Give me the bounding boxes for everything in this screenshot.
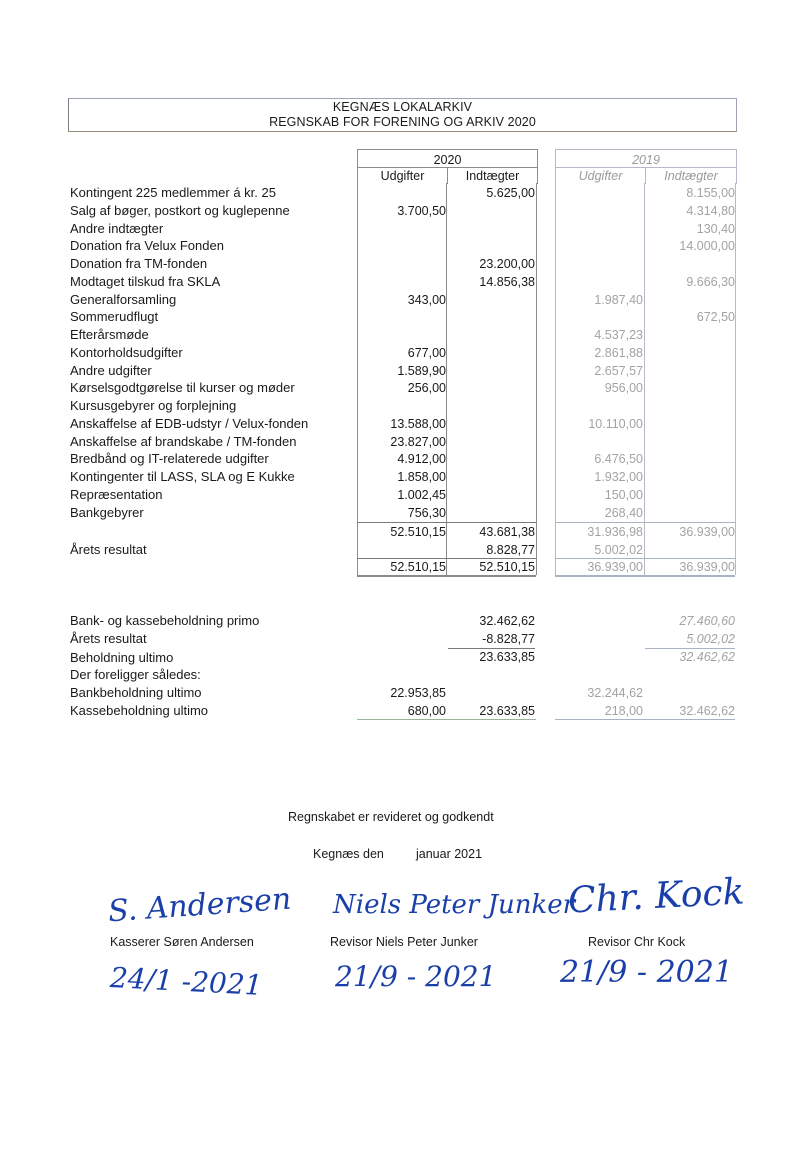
result-2020: 8.828,77 <box>486 543 535 557</box>
row-label: Donation fra Velux Fonden <box>70 238 224 253</box>
signer-andersen: Kasserer Søren Andersen <box>110 935 254 949</box>
year-2019: 2019 <box>632 153 660 167</box>
row-expenses-2020: 343,00 <box>407 293 446 307</box>
row-expenses-2020: 1.858,00 <box>397 470 446 484</box>
row-expenses-2020: 677,00 <box>407 346 446 360</box>
total-expenses-2020: 52.510,15 <box>390 525 446 539</box>
bank-ultimo-label: Bankbeholdning ultimo <box>70 685 202 700</box>
signer-junker: Revisor Niels Peter Junker <box>330 935 478 949</box>
header-2020 <box>357 149 538 184</box>
row-label: Anskaffelse af EDB-udstyr / Velux-fonden <box>70 416 309 431</box>
total-expenses-2019: 31.936,98 <box>587 525 643 539</box>
result-label: Årets resultat <box>70 542 147 557</box>
row-income-2020: 5.625,00 <box>486 186 535 200</box>
document-title <box>68 98 737 132</box>
row-expenses-2019: 1.932,00 <box>594 470 643 484</box>
bank-ultimo-2020: 22.953,85 <box>390 686 446 700</box>
row-expenses-2019: 1.987,40 <box>594 293 643 307</box>
row-expenses-2020: 256,00 <box>407 381 446 395</box>
row-expenses-2020: 1.589,90 <box>397 364 446 378</box>
row-expenses-2020: 756,30 <box>407 506 446 520</box>
row-label: Donation fra TM-fonden <box>70 256 208 271</box>
signature-andersen: S. Andersen <box>107 881 293 930</box>
balance-result-2019: 5.002,02 <box>686 632 735 646</box>
row-label: Efterårsmøde <box>70 327 149 342</box>
cash-total-2019: 32.462,62 <box>679 704 735 718</box>
row-income-2019: 672,50 <box>696 310 735 324</box>
row-label: Bankgebyrer <box>70 505 144 520</box>
title-line-2: REGNSKAB FOR FORENING OG ARKIV 2020 <box>269 115 536 129</box>
row-expenses-2019: 956,00 <box>604 381 643 395</box>
signature-kock: Chr. Kock <box>567 871 746 922</box>
row-income-2020: 14.856,38 <box>479 275 535 289</box>
title-line-1: KEGNÆS LOKALARKIV <box>332 100 473 114</box>
signer-kock: Revisor Chr Kock <box>588 935 686 949</box>
balance-primo-2019: 27.460,60 <box>679 614 735 628</box>
year-2020: 2020 <box>433 153 462 167</box>
row-expenses-2019: 2.657,57 <box>594 364 643 378</box>
row-expenses-2019: 150,00 <box>604 488 643 502</box>
row-label: Anskaffelse af brandskabe / TM-fonden <box>70 434 297 449</box>
col-expenses-2020: Udgifter <box>380 169 425 183</box>
row-label: Kontorholdsudgifter <box>70 345 183 360</box>
row-income-2019: 14.000,00 <box>679 239 735 253</box>
row-label: Kontingenter til LASS, SLA og E Kukke <box>70 469 295 484</box>
row-expenses-2020: 3.700,50 <box>397 204 446 218</box>
date-junker: 21/9 - 2021 <box>335 960 497 993</box>
row-label: Repræsentation <box>70 487 163 502</box>
signature-junker: Niels Peter Junker <box>333 890 576 920</box>
row-label: Bredbånd og IT-relaterede udgifter <box>70 451 269 466</box>
date-andersen: 24/1 -2021 <box>109 961 264 1002</box>
balance-ultimo-2020: 23.633,85 <box>479 650 535 664</box>
cash-ultimo-2020: 680,00 <box>407 704 446 718</box>
balance-breakdown-label: Der foreligger således: <box>70 667 201 682</box>
header-2019 <box>555 149 737 184</box>
date-kock: 21/9 - 2021 <box>560 955 733 990</box>
row-expenses-2019: 268,40 <box>604 506 643 520</box>
place-text: Kegnæs den <box>313 847 384 861</box>
row-income-2020: 23.200,00 <box>479 257 535 271</box>
result-2019: 5.002,02 <box>594 543 643 557</box>
final-total-expenses-2019: 36.939,00 <box>587 560 643 574</box>
row-expenses-2019: 6.476,50 <box>594 452 643 466</box>
balance-primo-label: Bank- og kassebeholdning primo <box>70 613 260 628</box>
row-expenses-2019: 10.110,00 <box>588 417 643 431</box>
row-label: Andre udgifter <box>70 363 152 378</box>
cash-ultimo-2019: 218,00 <box>604 704 643 718</box>
approval-text: Regnskabet er revideret og godkendt <box>288 810 494 824</box>
date-text: januar 2021 <box>416 847 483 861</box>
row-expenses-2020: 1.002,45 <box>397 488 446 502</box>
col-income-2020: Indtægter <box>465 169 520 183</box>
balance-primo-2020: 32.462,62 <box>479 614 535 628</box>
row-income-2019: 8.155,00 <box>686 186 735 200</box>
row-income-2019: 4.314,80 <box>686 204 735 218</box>
total-income-2019: 36.939,00 <box>679 525 735 539</box>
row-label: Kontingent 225 medlemmer á kr. 25 <box>70 185 276 200</box>
row-income-2019: 9.666,30 <box>686 275 735 289</box>
col-expenses-2019: Udgifter <box>578 169 623 183</box>
final-total-income-2019: 36.939,00 <box>679 560 735 574</box>
row-expenses-2019: 2.861,88 <box>594 346 643 360</box>
row-label: Modtaget tilskud fra SKLA <box>70 274 221 289</box>
final-total-expenses-2020: 52.510,15 <box>390 560 446 574</box>
row-label: Salg af bøger, postkort og kuglepenne <box>70 203 290 218</box>
row-label: Andre indtægter <box>70 221 164 236</box>
cash-ultimo-label: Kassebeholdning ultimo <box>70 703 209 718</box>
balance-ultimo-2019: 32.462,62 <box>679 650 735 664</box>
row-income-2019: 130,40 <box>696 222 735 236</box>
row-label: Generalforsamling <box>70 292 177 307</box>
row-label: Kursusgebyrer og forplejning <box>70 398 237 413</box>
total-income-2020: 43.681,38 <box>479 525 535 539</box>
row-label: Sommerudflugt <box>70 309 159 324</box>
bank-ultimo-2019: 32.244,62 <box>587 686 643 700</box>
balance-result-2020: -8.828,77 <box>482 632 535 646</box>
row-expenses-2020: 13.588,00 <box>390 417 446 431</box>
row-expenses-2020: 23.827,00 <box>390 435 446 449</box>
row-label: Kørselsgodtgørelse til kurser og møder <box>70 380 295 395</box>
col-income-2019: Indtægter <box>664 169 718 183</box>
final-total-income-2020: 52.510,15 <box>479 560 535 574</box>
cash-total-2020: 23.633,85 <box>479 704 535 718</box>
balance-ultimo-label: Beholdning ultimo <box>70 650 174 665</box>
balance-result-label: Årets resultat <box>70 631 147 646</box>
row-expenses-2020: 4.912,00 <box>397 452 446 466</box>
row-expenses-2019: 4.537,23 <box>594 328 643 342</box>
